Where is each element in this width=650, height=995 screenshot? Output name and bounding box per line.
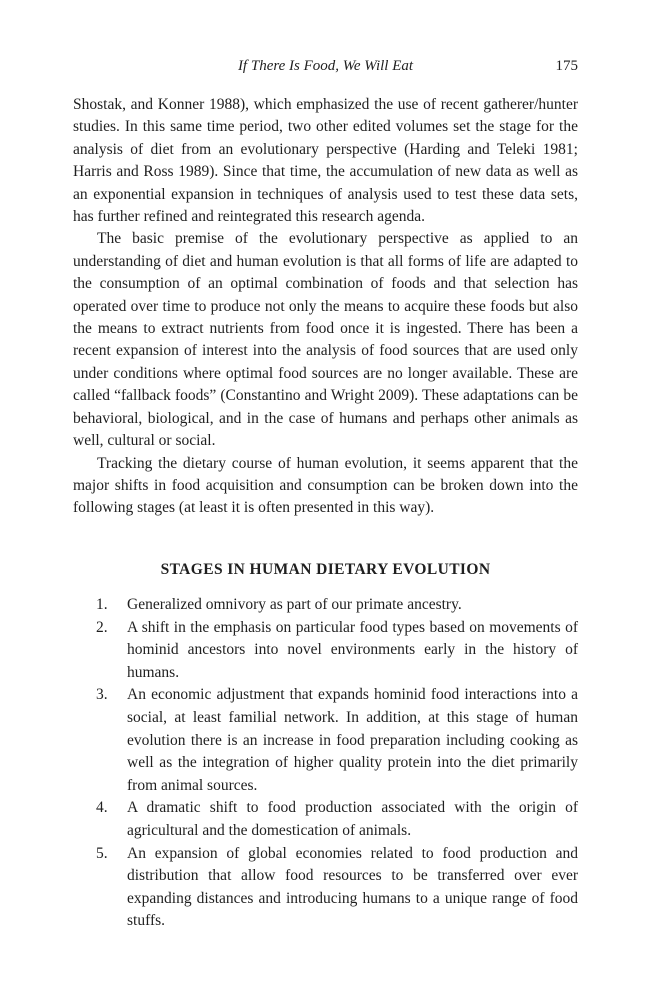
- stage-item: [73, 797, 578, 842]
- running-head: [73, 58, 578, 80]
- stage-list: [73, 594, 578, 933]
- running-title: If There Is Food, We Will Eat: [237, 58, 414, 74]
- stage-text: An expansion of global economies related to food production and distribution that allow food resources to be transferred over ever expanding distances and introducing humans to a unique range of food stuffs.: [127, 844, 578, 930]
- body-text: [73, 94, 578, 520]
- section-heading: STAGES IN HUMAN DIETARY EVOLUTION: [160, 561, 491, 578]
- stage-item: [73, 684, 578, 797]
- paragraph-continuation: Shostak, and Konner 1988), which emphasized the use of recent gatherer/hunter studies. In this same time period, two other edited volumes set the stage for the analysis of diet from an evolutionary perspective (Harding and Teleki 1981; Harris and Ross 1989). Since that time, the accumulation of new data as well as an exponential expansion in techniques of analysis used to test these data sets, has further refined and reintegrated this research agenda.: [73, 96, 578, 226]
- stage-number: 4.: [96, 799, 108, 817]
- stage-text: A shift in the emphasis on particular food types based on movements of hominid ancestors into novel environments early in the history of humans.: [127, 618, 578, 681]
- stage-number: 5.: [96, 844, 108, 862]
- paragraph-dietary-course: Tracking the dietary course of human evolution, it seems apparent that the major shifts in food acquisition and consumption can be broken down into the following stages (at least it is often presented in this way).: [73, 454, 578, 517]
- stage-item: [73, 594, 578, 617]
- stage-text: An economic adjustment that expands hominid food interactions into a social, at least familial network. In addition, at this stage of human evolution there is an increase in food preparation including cooking as well as the integration of higher quality protein into the diet primarily from animal sources.: [127, 686, 578, 794]
- stage-number: 2.: [96, 618, 108, 636]
- stage-number: 3.: [96, 686, 108, 704]
- stage-number: 1.: [96, 596, 108, 613]
- page-number: 175: [555, 58, 578, 74]
- stage-text: Generalized omnivory as part of our primate ancestry.: [127, 596, 462, 613]
- paragraph-evolutionary-premise: The basic premise of the evolutionary perspective as applied to an understanding of diet and human evolution is that all forms of life are adapted to the consumption of an optimal combination of foods and that selection has operated over time to produce not only the means to acquire these foods but also the means to extract nutrients from food once it is ingested. There has been a recent expansion of interest into the analysis of food sources that are used only under conditions where optimal food sources are no longer available. These are called “fallback foods” (Constantino and Wright 2009). These adaptations can be behavioral, biological, and in the case of humans and perhaps other animals as well, cultural or social.: [73, 230, 578, 450]
- stage-item: [73, 843, 578, 933]
- stage-item: [73, 617, 578, 685]
- stage-text: A dramatic shift to food production associated with the origin of agricultural and the domestication of animals.: [127, 799, 578, 839]
